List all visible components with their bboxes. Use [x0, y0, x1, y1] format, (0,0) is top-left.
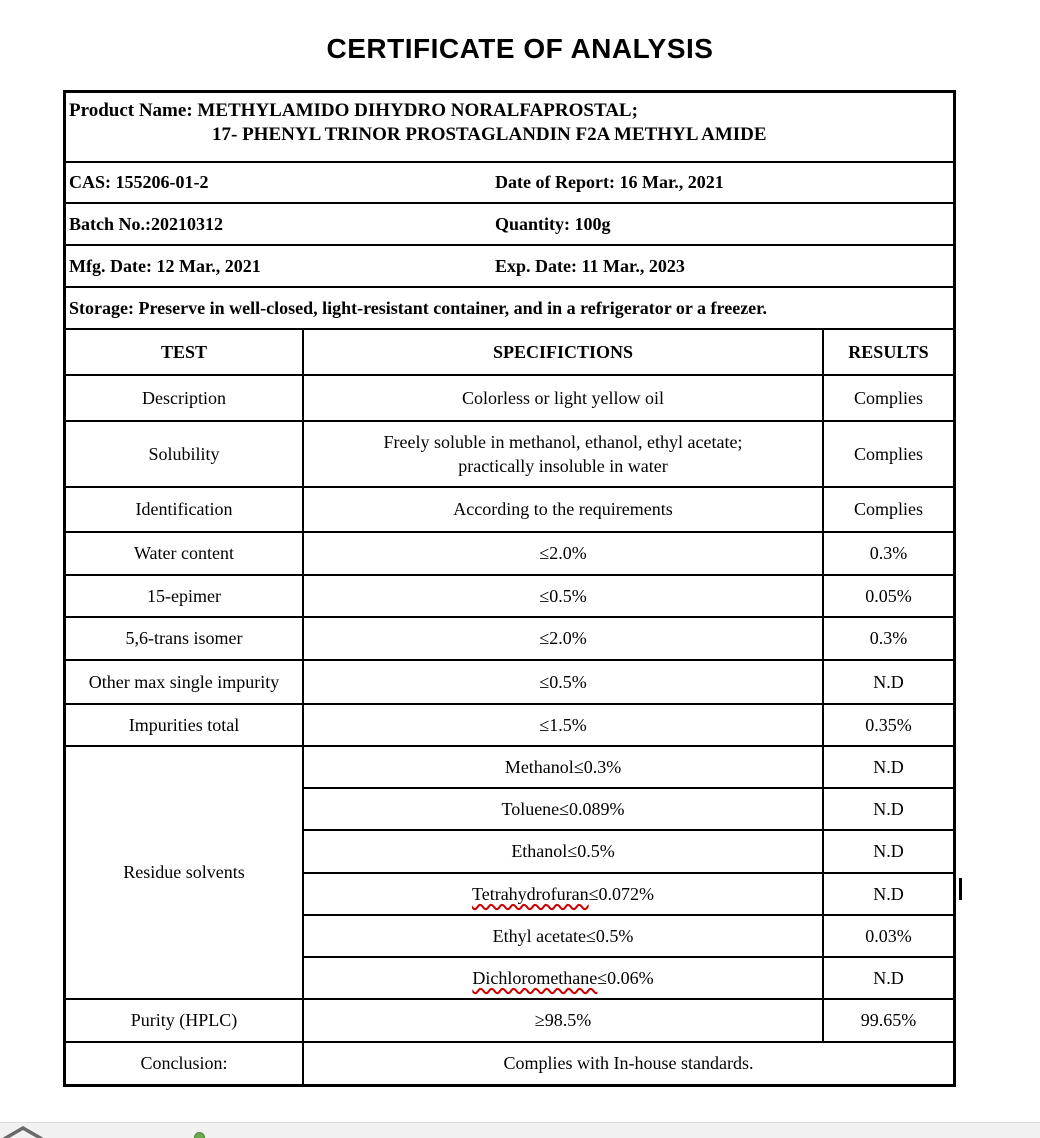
spec-value	[304, 916, 824, 958]
result-value: N.D	[824, 661, 953, 705]
solvent-limit: ≤0.5%	[567, 841, 615, 861]
spec-value: Colorless or light yellow oil	[304, 376, 824, 422]
result-value: 0.03%	[824, 916, 953, 958]
solvent-limit: ≤0.089%	[559, 798, 625, 819]
solvent-name: Toluene	[501, 798, 560, 819]
test-name: Other max single impurity	[66, 661, 304, 705]
column-header-test: TEST	[66, 330, 304, 376]
test-name: Identification	[66, 488, 304, 533]
certificate-table	[63, 90, 956, 1087]
spec-value	[304, 831, 824, 874]
result-value: N.D	[824, 831, 953, 874]
result-value: Complies	[824, 422, 953, 488]
quantity-value: Quantity: 100g	[495, 213, 611, 234]
solvent-name-misspelled: Tetrahydrofuran	[471, 883, 589, 904]
chevron-up-icon[interactable]	[2, 1126, 46, 1138]
batch-row	[66, 204, 953, 246]
spec-value: ≤0.5%	[304, 576, 824, 618]
conclusion-label: Conclusion:	[66, 1043, 304, 1084]
storage-value: Storage: Preserve in well-closed, light-resistant container, and in a refrigerator or a freezer.	[69, 297, 768, 318]
page-title: CERTIFICATE OF ANALYSIS	[326, 33, 714, 64]
result-value: 0.3%	[824, 618, 953, 661]
solvent-limit: ≤0.5%	[586, 925, 634, 946]
taskbar-strip	[0, 1122, 1040, 1138]
solvent-limit: ≤0.3%	[573, 756, 622, 777]
result-value: 0.05%	[824, 576, 953, 618]
residue-solvents-label: Residue solvents	[66, 747, 304, 1000]
solvent-limit: ≤0.072%	[588, 883, 655, 904]
cas-value: CAS: 155206-01-2	[69, 172, 209, 192]
test-name: 15-epimer	[66, 576, 304, 618]
text-cursor-artifact	[959, 878, 962, 900]
test-name: Impurities total	[66, 705, 304, 747]
result-value: Complies	[824, 488, 953, 533]
result-value: N.D	[824, 958, 953, 1000]
result-value: Complies	[824, 376, 953, 422]
result-value: 0.35%	[824, 705, 953, 747]
column-header-specifications: SPECIFICTIONS	[304, 330, 824, 376]
spec-line1: Freely soluble in methanol, ethanol, ethyl acetate;	[383, 432, 743, 452]
result-value: N.D	[824, 747, 953, 789]
result-value: N.D	[824, 874, 953, 916]
solvent-name: Methanol	[504, 756, 574, 777]
mfg-date-value: Mfg. Date: 12 Mar., 2021	[69, 255, 261, 276]
solvent-name: Ethanol	[511, 841, 568, 861]
test-name: Solubility	[66, 422, 304, 488]
spec-value: ≤2.0%	[304, 533, 824, 576]
spec-value: ≥98.5%	[304, 1000, 824, 1043]
spec-value	[304, 874, 824, 916]
spec-value	[304, 789, 824, 831]
test-name: 5,6-trans isomer	[66, 618, 304, 661]
product-name-row	[66, 93, 953, 163]
spec-value: ≤0.5%	[304, 661, 824, 705]
spec-value: ≤1.5%	[304, 705, 824, 747]
test-name: Water content	[66, 533, 304, 576]
conclusion-value: Complies with In-house standards.	[503, 1053, 754, 1073]
spec-table	[66, 330, 953, 1084]
column-header-results: RESULTS	[824, 330, 953, 376]
result-value: 0.3%	[824, 533, 953, 576]
exp-date-value: Exp. Date: 11 Mar., 2023	[495, 255, 685, 276]
spec-value	[304, 958, 824, 1000]
mfg-date-row	[66, 246, 953, 288]
test-name: Description	[66, 376, 304, 422]
product-name-line1: Product Name: METHYLAMIDO DIHYDRO NORALFAPROSTAL;	[69, 100, 638, 121]
cas-row	[66, 163, 953, 204]
test-name: Purity (HPLC)	[66, 1000, 304, 1043]
spec-line2: practically insoluble in water	[458, 456, 668, 476]
storage-row	[66, 288, 953, 330]
result-value: 99.65%	[824, 1000, 953, 1043]
solvent-name-misspelled: Dichloromethane	[472, 967, 598, 988]
spec-value: According to the requirements	[304, 488, 824, 533]
product-name-line2: 17- PHENYL TRINOR PROSTAGLANDIN F2A METHYL AMIDE	[212, 124, 767, 145]
solvent-limit: ≤0.06%	[597, 967, 654, 988]
batch-no-value: Batch No.:20210312	[69, 213, 223, 234]
solvent-name: Ethyl acetate	[492, 925, 587, 946]
spec-value	[304, 422, 824, 488]
date-of-report-value: Date of Report: 16 Mar., 2021	[495, 172, 724, 192]
result-value: N.D	[824, 789, 953, 831]
spec-value: ≤2.0%	[304, 618, 824, 661]
spec-value	[304, 747, 824, 789]
green-status-dot-icon[interactable]	[194, 1132, 205, 1138]
